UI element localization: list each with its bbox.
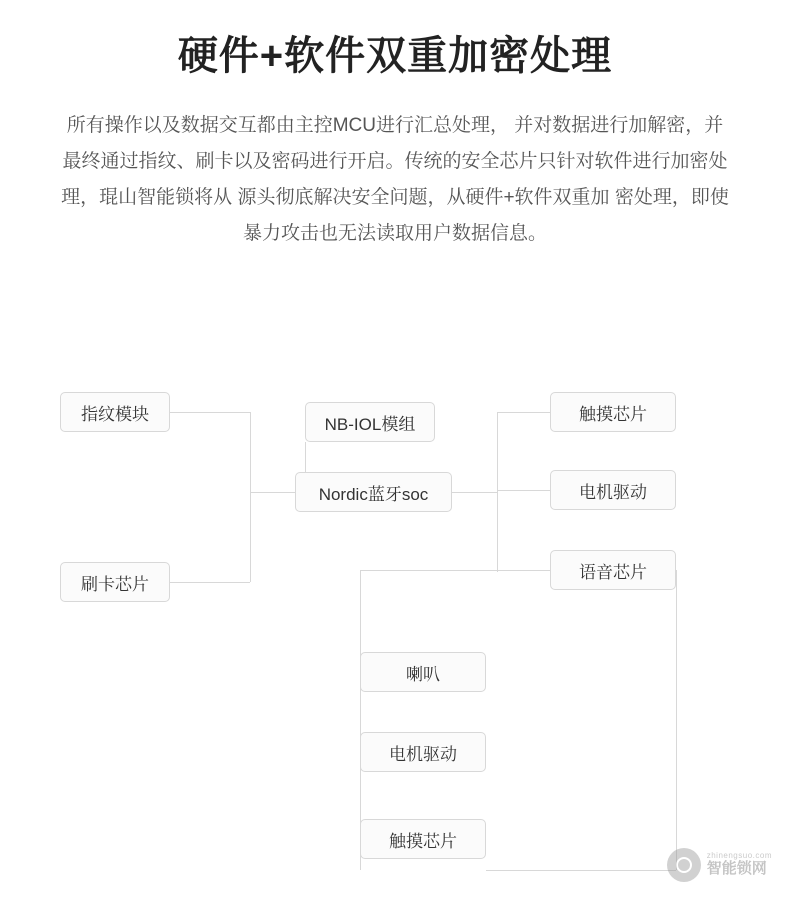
node-nordic-bluetooth-soc[interactable]: Nordic蓝牙soc [295,472,452,512]
watermark-cn: 智能锁网 [706,860,767,878]
connector-voice-to-lower-trunk [360,570,550,571]
architecture-diagram [0,370,790,890]
watermark [667,848,772,882]
page-title: 硬件+软件双重加密处理 [177,34,613,78]
connector-motor-driver-top [497,490,550,491]
node-motor-driver-top[interactable]: 电机驱动 [550,470,676,510]
node-fingerprint-module[interactable]: 指纹模块 [60,392,170,432]
node-touch-chip-bottom[interactable]: 触摸芯片 [360,819,486,859]
connector-touch-chip-top [497,412,550,413]
watermark-text [707,852,772,877]
connector-right-trunk [497,412,498,572]
node-card-chip[interactable]: 刷卡芯片 [60,562,170,602]
node-touch-chip-top[interactable]: 触摸芯片 [550,392,676,432]
node-speaker[interactable]: 喇叭 [360,652,486,692]
connector-card-chip [170,582,250,583]
node-nb-iol-module[interactable]: NB-IOL模组 [305,402,435,442]
watermark-logo-icon [667,848,701,882]
node-motor-driver-bottom[interactable]: 电机驱动 [360,732,486,772]
connector-bottom-touch-chip [486,870,676,871]
watermark-en: zhinengsuo.com [706,851,772,861]
page-description: 所有操作以及数据交互都由主控MCU进行汇总处理， 并对数据进行加解密，并最终通过指纹、刷卡以及密码进行开启。传统的安全芯片只针对软件进行加密处理，琨山智能锁将从 源头彻底解决安全问题，从硬件+软件双重加 密处理，即使暴力攻击也无法读取用户数据信息。 [61,115,729,244]
connector-trunk-to-soc [250,492,296,493]
node-voice-chip[interactable]: 语音芯片 [550,550,676,590]
connector-left-trunk [250,412,251,582]
connector-soc-to-right-trunk [452,492,497,493]
connector-fingerprint [170,412,250,413]
connector-right-down-trunk [676,570,677,870]
connector-nbiol-to-soc [305,442,306,472]
